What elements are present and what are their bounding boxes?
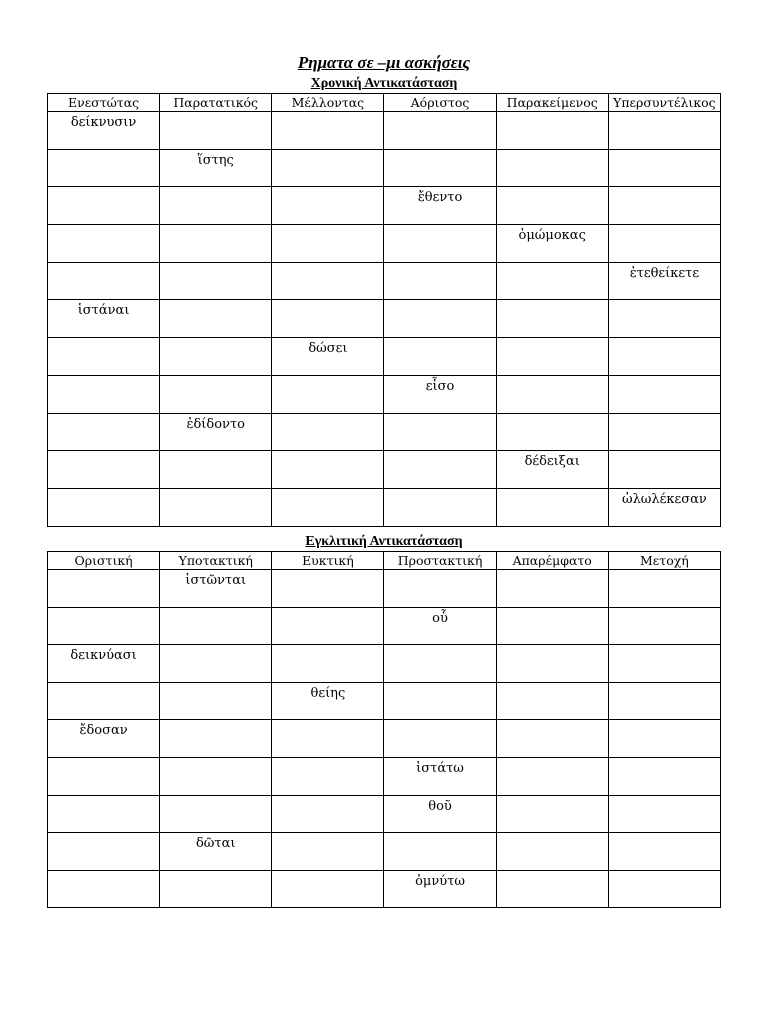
table-cell[interactable]	[496, 682, 608, 720]
column-header: Παρατατικός	[160, 94, 272, 112]
table-cell[interactable]	[272, 833, 384, 871]
table-cell[interactable]	[272, 262, 384, 300]
table-cell[interactable]	[48, 607, 160, 645]
column-header: Ενεστώτας	[48, 94, 160, 112]
table-cell[interactable]	[496, 570, 608, 608]
table-cell[interactable]	[608, 757, 720, 795]
table-cell[interactable]	[160, 262, 272, 300]
table-cell[interactable]	[272, 300, 384, 338]
table-cell[interactable]	[608, 645, 720, 683]
table-cell[interactable]	[384, 720, 496, 758]
table-cell[interactable]	[48, 570, 160, 608]
table-cell: ὀμώμοκας	[496, 225, 608, 263]
table-cell[interactable]	[608, 225, 720, 263]
table-cell[interactable]	[160, 112, 272, 150]
table-cell[interactable]	[384, 488, 496, 526]
table-cell[interactable]	[272, 375, 384, 413]
table-cell[interactable]	[496, 870, 608, 908]
table-cell[interactable]	[608, 833, 720, 871]
table-row	[48, 187, 721, 225]
table-cell: εἷσο	[384, 375, 496, 413]
column-header: Μέλλοντας	[272, 94, 384, 112]
table-cell[interactable]	[48, 225, 160, 263]
column-header: Απαρέμφατο	[496, 552, 608, 570]
table-cell: ὠλωλέκεσαν	[608, 488, 720, 526]
table-cell[interactable]	[272, 795, 384, 833]
table-cell[interactable]	[48, 795, 160, 833]
table-cell[interactable]	[272, 413, 384, 451]
column-header: Ευκτική	[272, 552, 384, 570]
table-cell: ἱστάναι	[48, 300, 160, 338]
column-header: Παρακείμενος	[496, 94, 608, 112]
table-cell[interactable]	[496, 112, 608, 150]
table-row	[48, 570, 721, 608]
column-header: Υπερσυντέλικος	[608, 94, 720, 112]
table-cell: δέδειξαι	[496, 451, 608, 489]
table-cell[interactable]	[384, 645, 496, 683]
table-cell: ἔδοσαν	[48, 720, 160, 758]
table-cell[interactable]	[384, 833, 496, 871]
worksheet-title: Ρηματα σε –μι ασκήσεις	[297, 53, 471, 72]
table-cell[interactable]	[48, 757, 160, 795]
table-cell: ἱστῶνται	[160, 570, 272, 608]
table-cell[interactable]	[496, 413, 608, 451]
table-cell: ἵστης	[160, 149, 272, 187]
table-cell[interactable]	[48, 488, 160, 526]
table-cell[interactable]	[496, 338, 608, 376]
table-cell[interactable]	[48, 870, 160, 908]
table-cell[interactable]	[48, 187, 160, 225]
table-cell[interactable]	[608, 338, 720, 376]
table-cell[interactable]	[272, 870, 384, 908]
table-cell[interactable]	[160, 645, 272, 683]
table-row	[48, 149, 721, 187]
table-cell[interactable]	[496, 262, 608, 300]
table-cell[interactable]	[160, 488, 272, 526]
table-cell[interactable]	[496, 720, 608, 758]
table-cell: θείης	[272, 682, 384, 720]
table-cell[interactable]	[160, 757, 272, 795]
table-cell[interactable]	[608, 187, 720, 225]
table-cell[interactable]	[608, 720, 720, 758]
table-row	[48, 225, 721, 263]
table-cell: δεικνύασι	[48, 645, 160, 683]
table-cell[interactable]	[384, 149, 496, 187]
table-cell[interactable]	[608, 375, 720, 413]
table-cell[interactable]	[608, 607, 720, 645]
table-cell[interactable]	[384, 300, 496, 338]
table-cell[interactable]	[384, 262, 496, 300]
section-title-mood-substitution: Εγκλιτική Αντικατάσταση	[305, 534, 463, 549]
table-cell[interactable]	[384, 225, 496, 263]
table-cell[interactable]	[272, 149, 384, 187]
table-cell[interactable]	[48, 413, 160, 451]
column-header: Αόριστος	[384, 94, 496, 112]
table-cell[interactable]	[384, 570, 496, 608]
table-cell[interactable]	[272, 225, 384, 263]
table-cell[interactable]	[496, 375, 608, 413]
table-row	[48, 833, 721, 871]
table-row	[48, 262, 721, 300]
header-row	[48, 552, 721, 570]
table-cell[interactable]	[160, 720, 272, 758]
table-cell[interactable]	[272, 488, 384, 526]
table-row	[48, 645, 721, 683]
table-cell[interactable]	[496, 607, 608, 645]
table-cell: δῶται	[160, 833, 272, 871]
table-cell[interactable]	[48, 682, 160, 720]
table-cell[interactable]	[608, 570, 720, 608]
table-cell[interactable]	[48, 833, 160, 871]
table-row	[48, 338, 721, 376]
table-cell[interactable]	[160, 682, 272, 720]
tense-substitution-table	[47, 93, 721, 527]
table-cell[interactable]	[48, 338, 160, 376]
table-cell[interactable]	[272, 570, 384, 608]
table-cell[interactable]	[272, 607, 384, 645]
table-row	[48, 795, 721, 833]
table-cell[interactable]	[272, 112, 384, 150]
section-title-tense-substitution: Χρονική Αντικατάσταση	[310, 76, 458, 91]
table-cell[interactable]	[160, 607, 272, 645]
table-cell: δώσει	[272, 338, 384, 376]
table-cell[interactable]	[160, 795, 272, 833]
table-cell[interactable]	[160, 451, 272, 489]
table-cell[interactable]	[496, 187, 608, 225]
table-cell[interactable]	[48, 149, 160, 187]
table-cell[interactable]	[272, 720, 384, 758]
column-header: Μετοχή	[608, 552, 720, 570]
table-cell[interactable]	[608, 413, 720, 451]
table-cell[interactable]	[384, 112, 496, 150]
table-cell[interactable]	[272, 645, 384, 683]
table-cell: ὀμνύτω	[384, 870, 496, 908]
table-cell[interactable]	[608, 682, 720, 720]
table-cell[interactable]	[160, 870, 272, 908]
table-row	[48, 112, 721, 150]
table-cell[interactable]	[384, 413, 496, 451]
table-cell[interactable]	[496, 795, 608, 833]
table-row	[48, 300, 721, 338]
header-row	[48, 94, 721, 112]
table-cell[interactable]	[272, 757, 384, 795]
table-cell: ἔθεντο	[384, 187, 496, 225]
table-row	[48, 682, 721, 720]
table-row	[48, 607, 721, 645]
table-cell[interactable]	[160, 300, 272, 338]
table-row	[48, 870, 721, 908]
table-cell[interactable]	[608, 112, 720, 150]
column-header: Οριστική	[48, 552, 160, 570]
table-cell: ἐτεθείκετε	[608, 262, 720, 300]
table-cell[interactable]	[608, 451, 720, 489]
table-cell[interactable]	[496, 149, 608, 187]
table-cell: ἱστάτω	[384, 757, 496, 795]
table-cell[interactable]	[496, 757, 608, 795]
table-cell[interactable]	[160, 225, 272, 263]
table-cell[interactable]	[496, 833, 608, 871]
table-cell[interactable]	[160, 187, 272, 225]
table-cell: οὗ	[384, 607, 496, 645]
table-cell[interactable]	[48, 375, 160, 413]
table-cell[interactable]	[160, 338, 272, 376]
table-row	[48, 451, 721, 489]
table-cell[interactable]	[384, 682, 496, 720]
table-row	[48, 488, 721, 526]
table-row	[48, 413, 721, 451]
table-cell[interactable]	[384, 338, 496, 376]
table-cell[interactable]	[608, 300, 720, 338]
table-cell[interactable]	[272, 187, 384, 225]
mood-substitution-table	[47, 551, 721, 908]
table-cell[interactable]	[496, 645, 608, 683]
table-cell: δείκνυσιν	[48, 112, 160, 150]
table-row	[48, 375, 721, 413]
table-cell[interactable]	[272, 451, 384, 489]
column-header: Υποτακτική	[160, 552, 272, 570]
table-row	[48, 757, 721, 795]
table-cell[interactable]	[608, 149, 720, 187]
table-cell[interactable]	[496, 488, 608, 526]
table-cell[interactable]	[384, 451, 496, 489]
table-cell[interactable]	[496, 300, 608, 338]
table-cell: ἐδίδοντο	[160, 413, 272, 451]
column-header: Προστακτική	[384, 552, 496, 570]
table-cell[interactable]	[160, 375, 272, 413]
table-cell[interactable]	[48, 451, 160, 489]
table-cell[interactable]	[48, 262, 160, 300]
table-row	[48, 720, 721, 758]
table-cell: θοῦ	[384, 795, 496, 833]
table-cell[interactable]	[608, 795, 720, 833]
table-cell[interactable]	[608, 870, 720, 908]
